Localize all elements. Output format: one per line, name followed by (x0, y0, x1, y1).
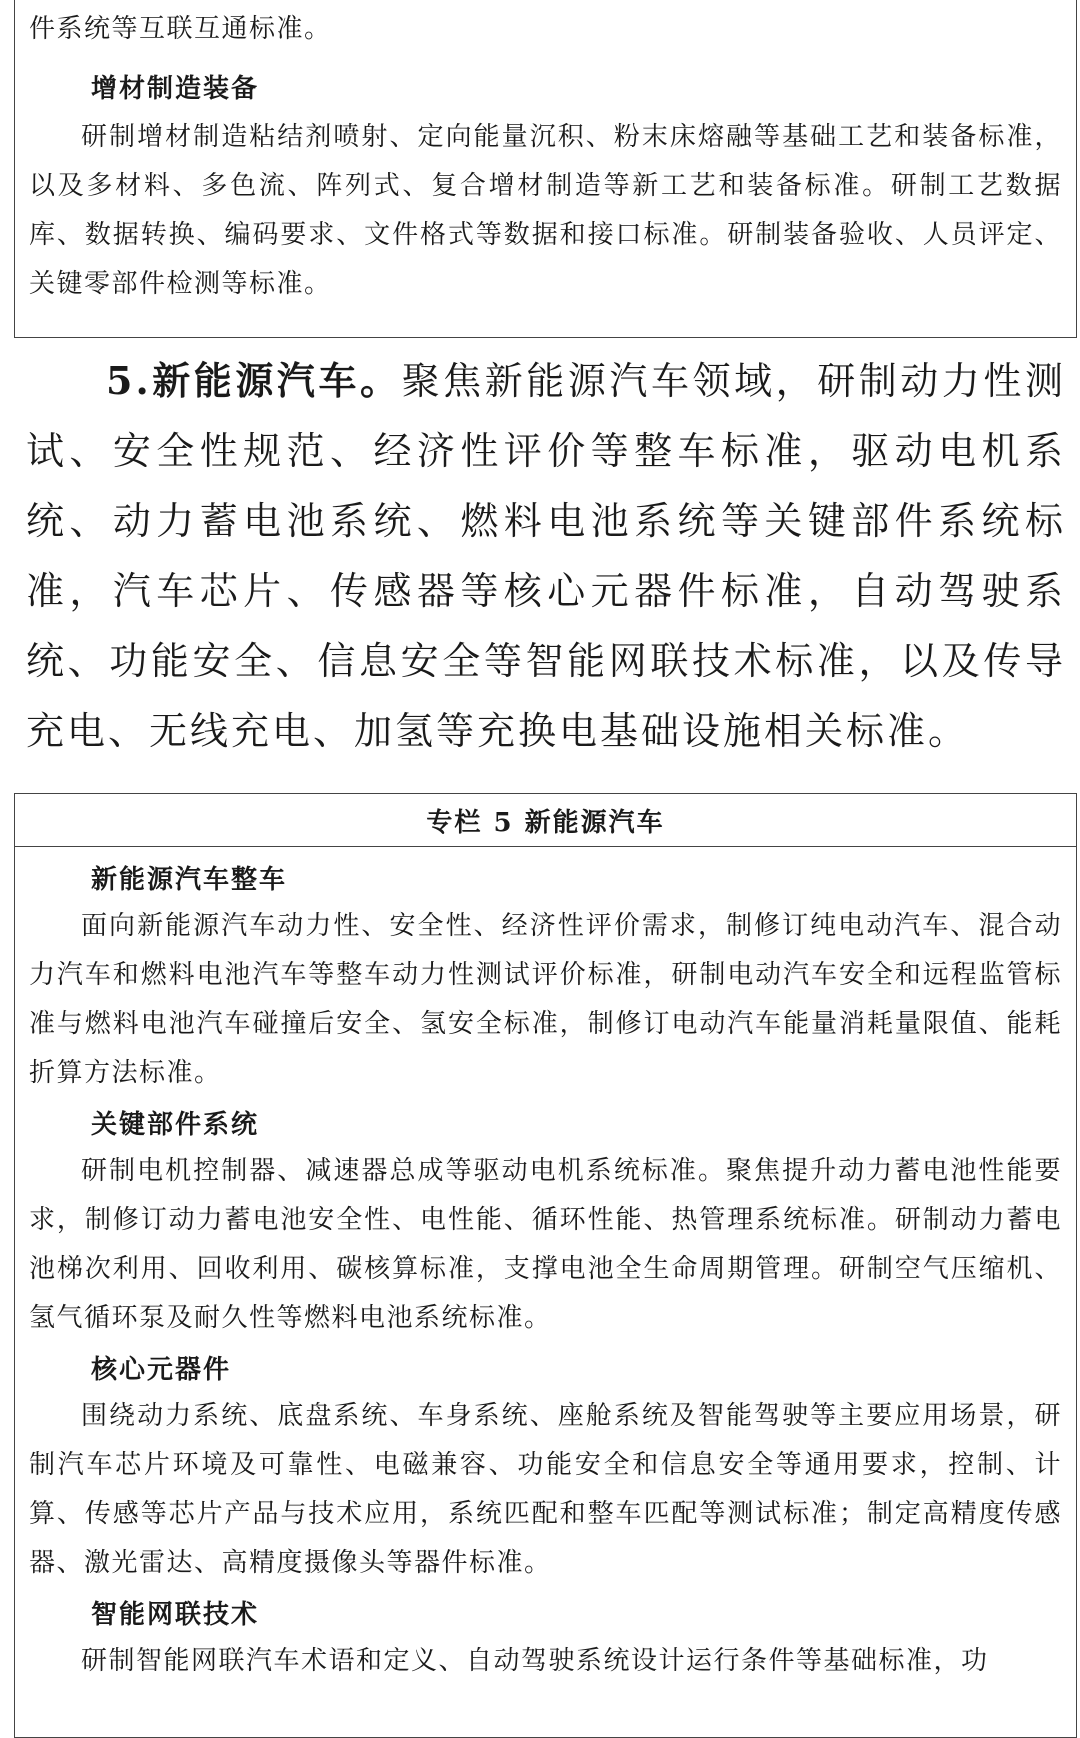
section-title-vehicle: 新能源汽车整车 (91, 865, 288, 895)
section-body-vehicle: 面向新能源汽车动力性、安全性、经济性评价需求，制修订纯电动汽车、混合动力汽车和燃料电池汽车等整车动力性测试评价标准，研制电动汽车安全和远程监管标准与燃料电池汽车碰撞后安全、氢安全标准，制修订电动汽车能量消耗量限值、能耗折算方法标准。 (29, 911, 1062, 1088)
top-box-section-title: 增材制造装备 (91, 74, 260, 104)
column-5-box (14, 793, 1077, 1738)
section-body-components: 研制电机控制器、减速器总成等驱动电机系统标准。聚焦提升动力蓄电池性能要求，制修订动力蓄电池安全性、电性能、循环性能、热管理系统标准。研制动力蓄电池梯次利用、回收利用、碳核算标准，支撑电池全生命周期管理。研制空气压缩机、氢气循环泵及耐久性等燃料电池系统标准。 (29, 1156, 1062, 1333)
top-box-tail-text: 件系统等互联互通标准。 (29, 14, 332, 44)
section-title-components: 关键部件系统 (91, 1110, 260, 1140)
section-title-core-devices: 核心元器件 (91, 1355, 232, 1385)
main-paragraph (26, 346, 1066, 766)
section-body-core-devices: 围绕动力系统、底盘系统、车身系统、座舱系统及智能驾驶等主要应用场景，研制汽车芯片环境及可靠性、电磁兼容、功能安全和信息安全等通用要求，控制、计算、传感等芯片产品与技术应用，系统匹配和整车匹配等测试标准；制定高精度传感器、激光雷达、高精度摄像头等器件标准。 (29, 1401, 1062, 1578)
section-title-intelligent-connected: 智能网联技术 (91, 1600, 260, 1630)
main-paragraph-lead: 5.新能源汽车。 (106, 358, 402, 403)
top-column-box (14, 0, 1077, 338)
column-header: 专栏 5 新能源汽车 (15, 794, 1076, 847)
top-box-section-body: 研制增材制造粘结剂喷射、定向能量沉积、粉末床熔融等基础工艺和装备标准，以及多材料、多色流、阵列式、复合增材制造等新工艺和装备标准。研制工艺数据库、数据转换、编码要求、文件格式等数据和接口标准。研制装备验收、人员评定、关键零部件检测等标准。 (29, 122, 1062, 299)
section-body-intelligent-connected: 研制智能网联汽车术语和定义、自动驾驶系统设计运行条件等基础标准，功 (81, 1646, 989, 1676)
main-paragraph-body: 聚焦新能源汽车领域，研制动力性测试、安全性规范、经济性评价等整车标准，驱动电机系统、动力蓄电池系统、燃料电池系统等关键部件系统标准，汽车芯片、传感器等核心元器件标准，自动驾驶系统、功能安全、信息安全等智能网联技术标准，以及传导充电、无线充电、加氢等充换电基础设施相关标准。 (26, 359, 1066, 753)
